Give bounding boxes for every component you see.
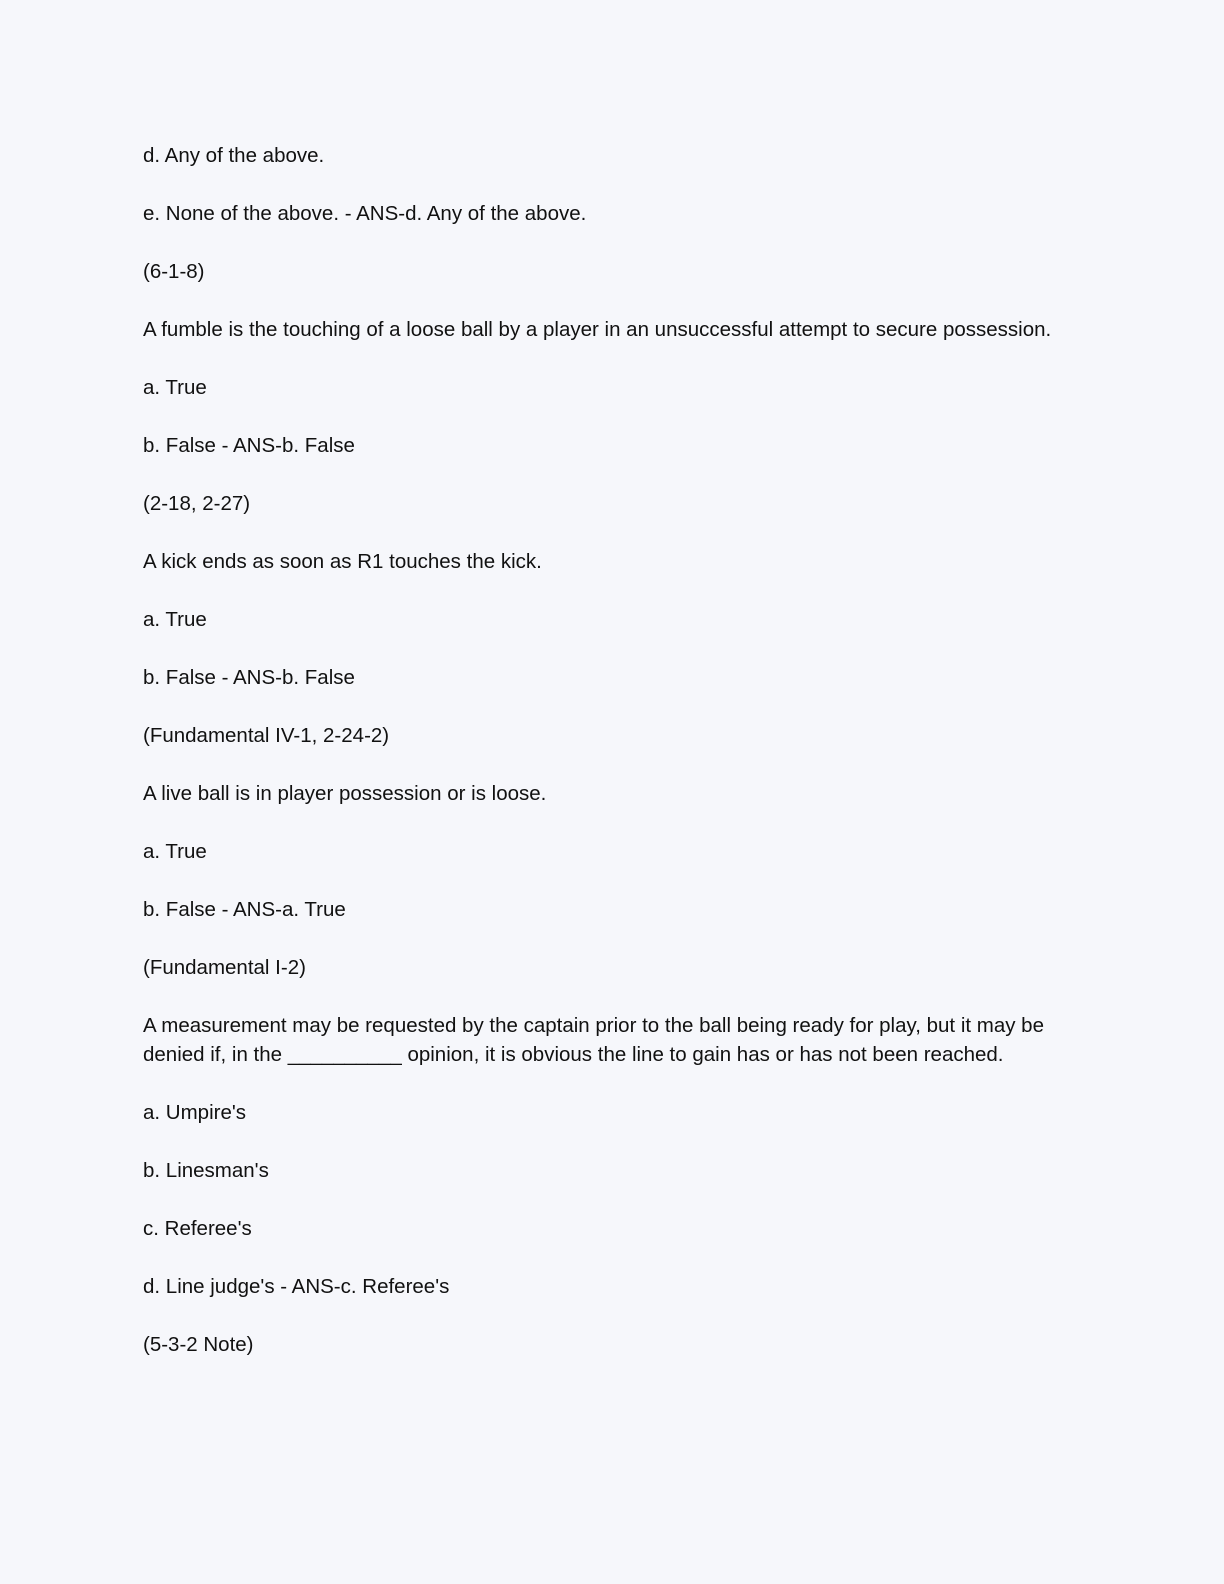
rule-reference: (Fundamental I-2) xyxy=(143,956,306,979)
rule-reference: (Fundamental IV-1, 2-24-2) xyxy=(143,724,390,747)
question-text: A live ball is in player possession or is loose. xyxy=(143,782,547,805)
question-text: A kick ends as soon as R1 touches the kick. xyxy=(143,550,542,573)
answer-option-a: a. True xyxy=(143,376,207,399)
answer-option-a: a. Umpire's xyxy=(143,1101,247,1124)
answer-option-e: e. None of the above. - ANS-d. Any of the above. xyxy=(143,202,587,225)
answer-option-b: b. False - ANS-b. False xyxy=(143,666,355,689)
rule-reference: (2-18, 2-27) xyxy=(143,492,251,515)
question-text: A fumble is the touching of a loose ball by a player in an unsuccessful attempt to secure possession. xyxy=(143,318,1052,341)
answer-option-b: b. False - ANS-b. False xyxy=(143,434,355,457)
answer-option-a: a. True xyxy=(143,608,207,631)
answer-option-b: b. False - ANS-a. True xyxy=(143,898,346,921)
answer-option-b: b. Linesman's xyxy=(143,1159,269,1182)
answer-option-d: d. Any of the above. xyxy=(143,144,325,167)
rule-reference: (6-1-8) xyxy=(143,260,205,283)
rule-reference: (5-3-2 Note) xyxy=(143,1333,254,1356)
question-text: A measurement may be requested by the captain prior to the ball being ready for play, but it may be denied if, in the __________ opinion, it is obvious the line to gain has or has not been reached. xyxy=(143,1014,1044,1066)
answer-option-c: c. Referee's xyxy=(143,1217,252,1240)
answer-option-d: d. Line judge's - ANS-c. Referee's xyxy=(143,1275,450,1298)
answer-option-a: a. True xyxy=(143,840,207,863)
document-page xyxy=(143,141,1063,1388)
